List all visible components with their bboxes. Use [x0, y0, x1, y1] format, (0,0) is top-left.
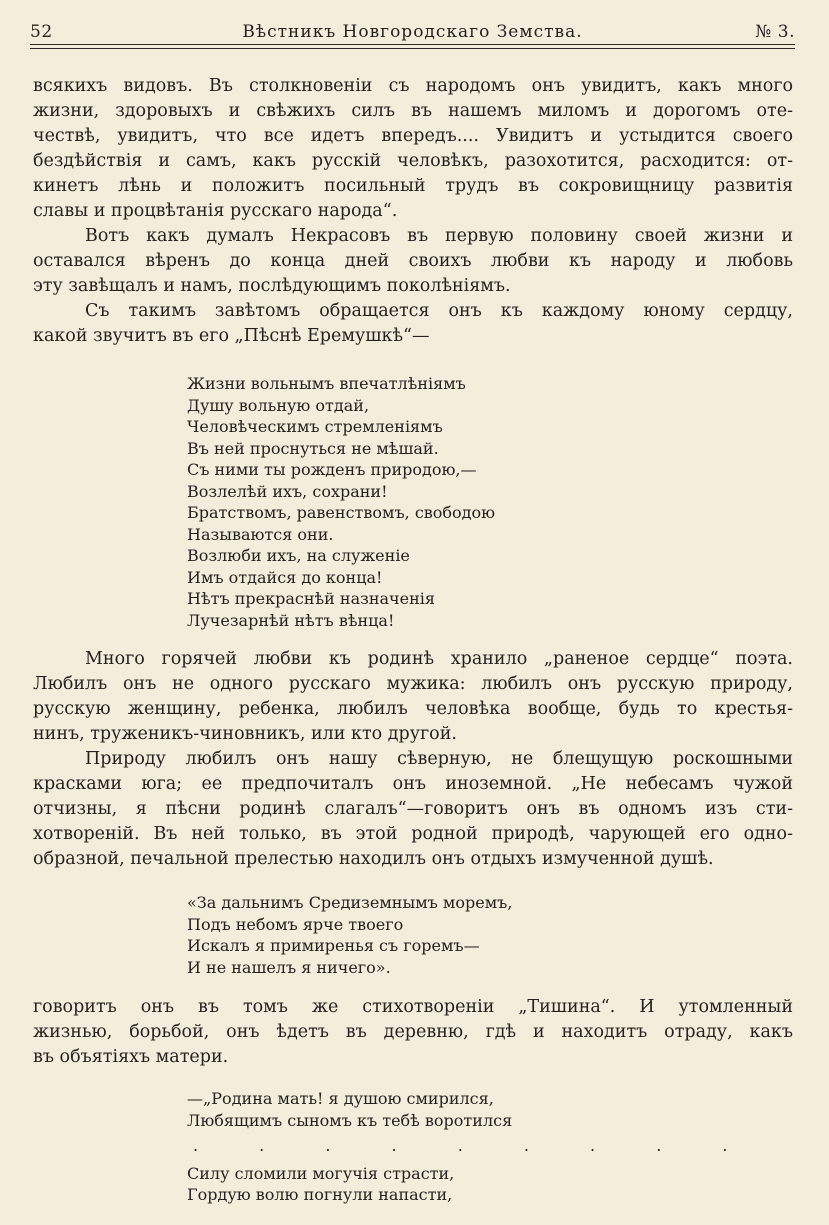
- paragraph: [33, 74, 793, 224]
- poem-rodina-continued: [187, 1163, 793, 1206]
- page-header: [30, 20, 795, 50]
- verse-line: Въ ней проснуться не мѣшай.: [187, 438, 439, 458]
- text-line: кинетъ лѣнь и положитъ посильный трудъ въ сокровищницу развитія: [33, 176, 793, 196]
- poem-tishina: [187, 892, 793, 978]
- text-line: бездѣйствія и самъ, какъ русскій человѣкъ, разохотится, расходится: от-: [33, 151, 793, 171]
- header-rule: [30, 44, 795, 45]
- text-line: оставался вѣренъ до конца дней своихъ любви къ народу и любовь: [33, 251, 793, 271]
- verse-line: Душу вольную отдай,: [187, 395, 370, 415]
- text-line: Много горячей любви къ родинѣ хранило „раненое сердце“ поэта.: [85, 649, 793, 669]
- verse-line: Подъ небомъ ярче твоего: [187, 914, 404, 934]
- verse-line: Имъ отдайся до конца!: [187, 567, 383, 587]
- verse-line: Жизни вольнымъ впечатлѣніямъ: [187, 374, 466, 393]
- verse-line: Искалъ я примиренья съ горемъ—: [187, 936, 480, 955]
- verse-line: Нѣтъ прекраснѣй назначенія: [187, 589, 435, 608]
- text-line: говоритъ онъ въ томъ же стихотвореніи „Тишина“. И утомленный: [33, 997, 793, 1017]
- poem-rodina: [187, 1088, 793, 1131]
- issue-number: № 3.: [755, 22, 795, 42]
- text-line: славы и процвѣтанія русскаго народа“.: [33, 201, 398, 221]
- paragraph: [33, 299, 793, 349]
- text-line: какой звучитъ въ его „Пѣснѣ Еремушкѣ“—: [33, 326, 430, 346]
- verse-line: Возлюби ихъ, на служеніе: [187, 546, 410, 565]
- text-line: нинъ, труженикъ-чиновникъ, или кто другой.: [33, 724, 457, 744]
- paragraph: [33, 995, 793, 1070]
- text-line: Вотъ какъ думалъ Некрасовъ въ первую половину своей жизни и: [85, 226, 793, 246]
- text-line: русскую женщину, ребенка, любилъ человѣка вообще, будь то крестья-: [33, 699, 793, 719]
- text-line: въ объятіяхъ матери.: [33, 1047, 229, 1067]
- journal-title: Вѣстникъ Новгородскаго Земства.: [242, 22, 583, 42]
- verse-line: Возлелѣй ихъ, сохрани!: [187, 481, 388, 501]
- paragraph: [33, 224, 793, 299]
- verse-line: Съ ними ты рожденъ природою,—: [187, 460, 477, 479]
- text-line: жизни, здоровыхъ и свѣжихъ силъ въ нашемъ миломъ и дорогомъ оте-: [33, 101, 793, 121]
- verse-line: Гордую волю погнули напасти,: [187, 1185, 453, 1204]
- text-line: Природу любилъ онъ нашу сѣверную, не блещущую роскошными: [85, 749, 793, 769]
- verse-line: Называются они.: [187, 524, 334, 544]
- text-line: всякихъ видовъ. Въ столкновеніи съ народомъ онъ увидитъ, какъ много: [33, 76, 793, 96]
- ellipsis-line: [187, 1135, 793, 1157]
- text-line: Любилъ онъ не одного русскаго мужика: любилъ онъ русскую природу,: [33, 674, 793, 694]
- text-line: образной, печальной прелестью находилъ онъ отдыхъ измученной душѣ.: [33, 849, 714, 869]
- text-line: чествѣ, увидитъ, что все идетъ впередъ.... Увидитъ и устыдится своего: [33, 126, 793, 146]
- text-line: отчизны, я пѣсни родинѣ слагалъ“—говоритъ онъ въ одномъ изъ сти-: [33, 799, 793, 819]
- text-line: Съ такимъ завѣтомъ обращается онъ къ каждому юному сердцу,: [85, 301, 793, 321]
- text-line: эту завѣщалъ и намъ, послѣдующимъ поколѣніямъ.: [33, 276, 511, 296]
- verse-line: Силу сломили могучія страсти,: [187, 1163, 455, 1183]
- text-line: хотвореній. Въ ней только, въ этой родной природѣ, чарующей его одно-: [33, 824, 793, 844]
- poem-eremushka: [187, 373, 793, 631]
- text-line: жизнью, борьбой, онъ ѣдетъ въ деревню, гдѣ и находитъ отраду, какъ: [33, 1022, 793, 1042]
- verse-line: Любящимъ сыномъ къ тебѣ воротился: [187, 1110, 513, 1130]
- text-line: красками юга; ее предпочиталъ онъ иноземной. „Не небесамъ чужой: [33, 774, 793, 794]
- paragraph: [33, 647, 793, 747]
- verse-line: Лучезарнѣй нѣтъ вѣнца!: [187, 610, 395, 630]
- verse-line: Братствомъ, равенствомъ, свободою: [187, 503, 496, 522]
- header-rule-thin: [30, 48, 795, 49]
- verse-line: И не нашелъ я ничего».: [187, 957, 391, 977]
- verse-line: «За дальнимъ Средиземнымъ моремъ,: [187, 893, 513, 912]
- verse-line: Человѣческимъ стремленіямъ: [187, 417, 443, 436]
- paragraph: [33, 747, 793, 872]
- page-body: [33, 74, 793, 1206]
- ellipsis-dots: . . . . . . . . .: [193, 1136, 756, 1155]
- page-number: 52: [30, 22, 53, 42]
- verse-line: —„Родина мать! я душою смирился,: [187, 1089, 494, 1108]
